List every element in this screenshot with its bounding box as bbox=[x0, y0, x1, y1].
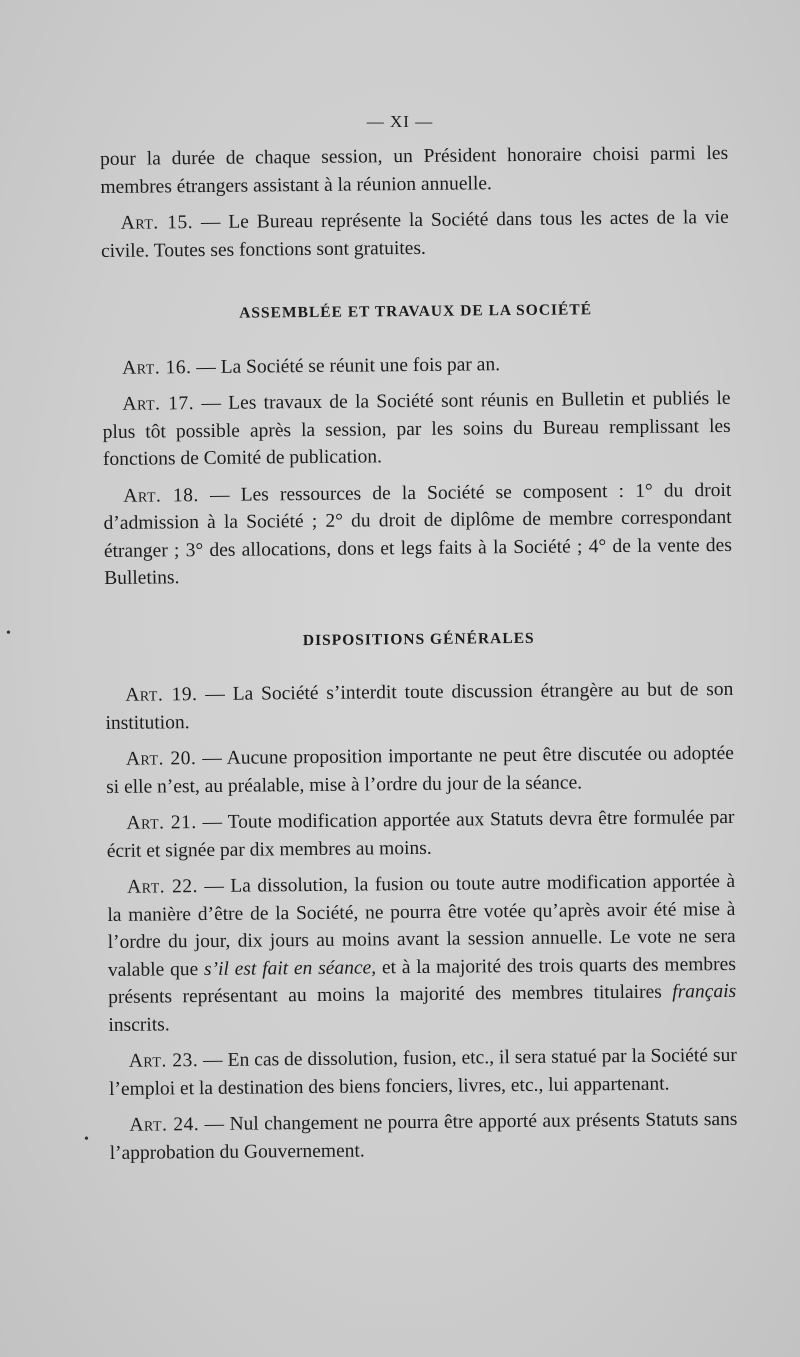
article-23 bbox=[109, 1042, 737, 1103]
article-text: Nul changement ne pourra être apporté aux présents Statuts sans l’approbation du Gouvernement. bbox=[109, 1108, 738, 1164]
article-label: Art. 17. bbox=[122, 393, 195, 415]
article-dash: — bbox=[202, 811, 223, 834]
article-dash: — bbox=[205, 683, 225, 706]
article-text: La Société se réunit une fois par an. bbox=[220, 353, 501, 378]
article-label: Art. 19. bbox=[125, 684, 198, 706]
article-dash: — bbox=[204, 875, 224, 898]
article-text: Le Bureau représente la Société dans tous les actes de la vie civile. Toutes ses fonctions sont gratuites. bbox=[100, 206, 729, 262]
article-label: Art. 24. bbox=[129, 1114, 200, 1136]
article-dash: — bbox=[201, 392, 222, 415]
article-dash: — bbox=[209, 484, 230, 506]
article-20 bbox=[106, 740, 734, 801]
section-heading-dispositions: DISPOSITIONS GÉNÉRALES bbox=[302, 629, 535, 649]
article-label: Art. 23. bbox=[128, 1050, 199, 1072]
article-dash: — bbox=[204, 1113, 225, 1136]
article-text-italic: français bbox=[672, 980, 737, 1003]
article-label: Art. 22. bbox=[127, 876, 199, 898]
article-21 bbox=[106, 804, 734, 865]
article-text: Les travaux de la Société sont réunis en Bulletin et publiés le plus tôt possible après la session, par les soins du Bureau remplissant les fonctions de Comité de publication. bbox=[102, 387, 731, 470]
article-16 bbox=[102, 348, 730, 382]
article-label: Art. 21. bbox=[126, 812, 197, 834]
article-label: Art. 20. bbox=[125, 748, 197, 770]
page-number: — XI — bbox=[366, 112, 434, 131]
article-18 bbox=[103, 476, 732, 592]
opening-paragraph: pour la durée de chaque session, un Président honoraire choisi parmi les membres étrangers assistant à la réunion annuelle. bbox=[100, 142, 729, 198]
section-heading-assemblee: ASSEMBLÉE ET TRAVAUX DE LA SOCIÉTÉ bbox=[239, 301, 593, 322]
article-text: et à la majorité des trois quarts des membres présents représentant au moins la majorité des membres titulaires bbox=[108, 953, 736, 1008]
article-label: Art. 16. bbox=[122, 356, 192, 379]
margin-dot: • bbox=[84, 1132, 89, 1147]
article-24 bbox=[109, 1106, 737, 1167]
article-dash: — bbox=[200, 211, 221, 234]
article-text: Les ressources de la Société se composent : 1° du droit d’admission à la Société ; 2° du droit de diplôme de membre correspondant étranger ; 3° des allocations, dons et legs faits à la Société ; 4° de la vente des Bulletins. bbox=[103, 479, 732, 589]
article-19 bbox=[105, 676, 733, 737]
article-dash: — bbox=[203, 1049, 223, 1072]
article-17 bbox=[102, 385, 731, 474]
article-label: Art. 15. bbox=[120, 212, 194, 234]
article-15 bbox=[101, 204, 729, 265]
article-text: La Société s’interdit toute discussion étrangère au but de son institution. bbox=[105, 678, 734, 734]
article-dash: — bbox=[202, 747, 222, 770]
article-text: inscrits. bbox=[108, 1013, 170, 1036]
article-dash: — bbox=[196, 356, 216, 378]
article-label: Art. 18. bbox=[123, 484, 199, 507]
article-text-italic: s’il est fait en séance, bbox=[203, 956, 377, 980]
article-text: La dissolution, la fusion ou toute autre modification apportée à la manière d’être de la Société, ne pourra être votée qu’après avoir été mise à l’ordre du jour, dix jours au moins avant la session annuelle. Le vote ne sera valable que bbox=[107, 870, 736, 981]
margin-dot: • bbox=[6, 626, 11, 641]
body-text bbox=[100, 140, 738, 1176]
article-text: Toute modification apportée aux Statuts devra être formulée par écrit et signée par dix membres au moins. bbox=[106, 806, 735, 862]
article-text: En cas de dissolution, fusion, etc., il sera statué par la Société sur l’emploi et la destination des biens fonciers, livres, etc., lui appartenant. bbox=[108, 1044, 737, 1100]
article-text: Aucune proposition importante ne peut être discutée ou adoptée si elle n’est, au préalable, mise à l’ordre du jour de la séance. bbox=[106, 742, 734, 798]
article-22 bbox=[107, 868, 737, 1039]
